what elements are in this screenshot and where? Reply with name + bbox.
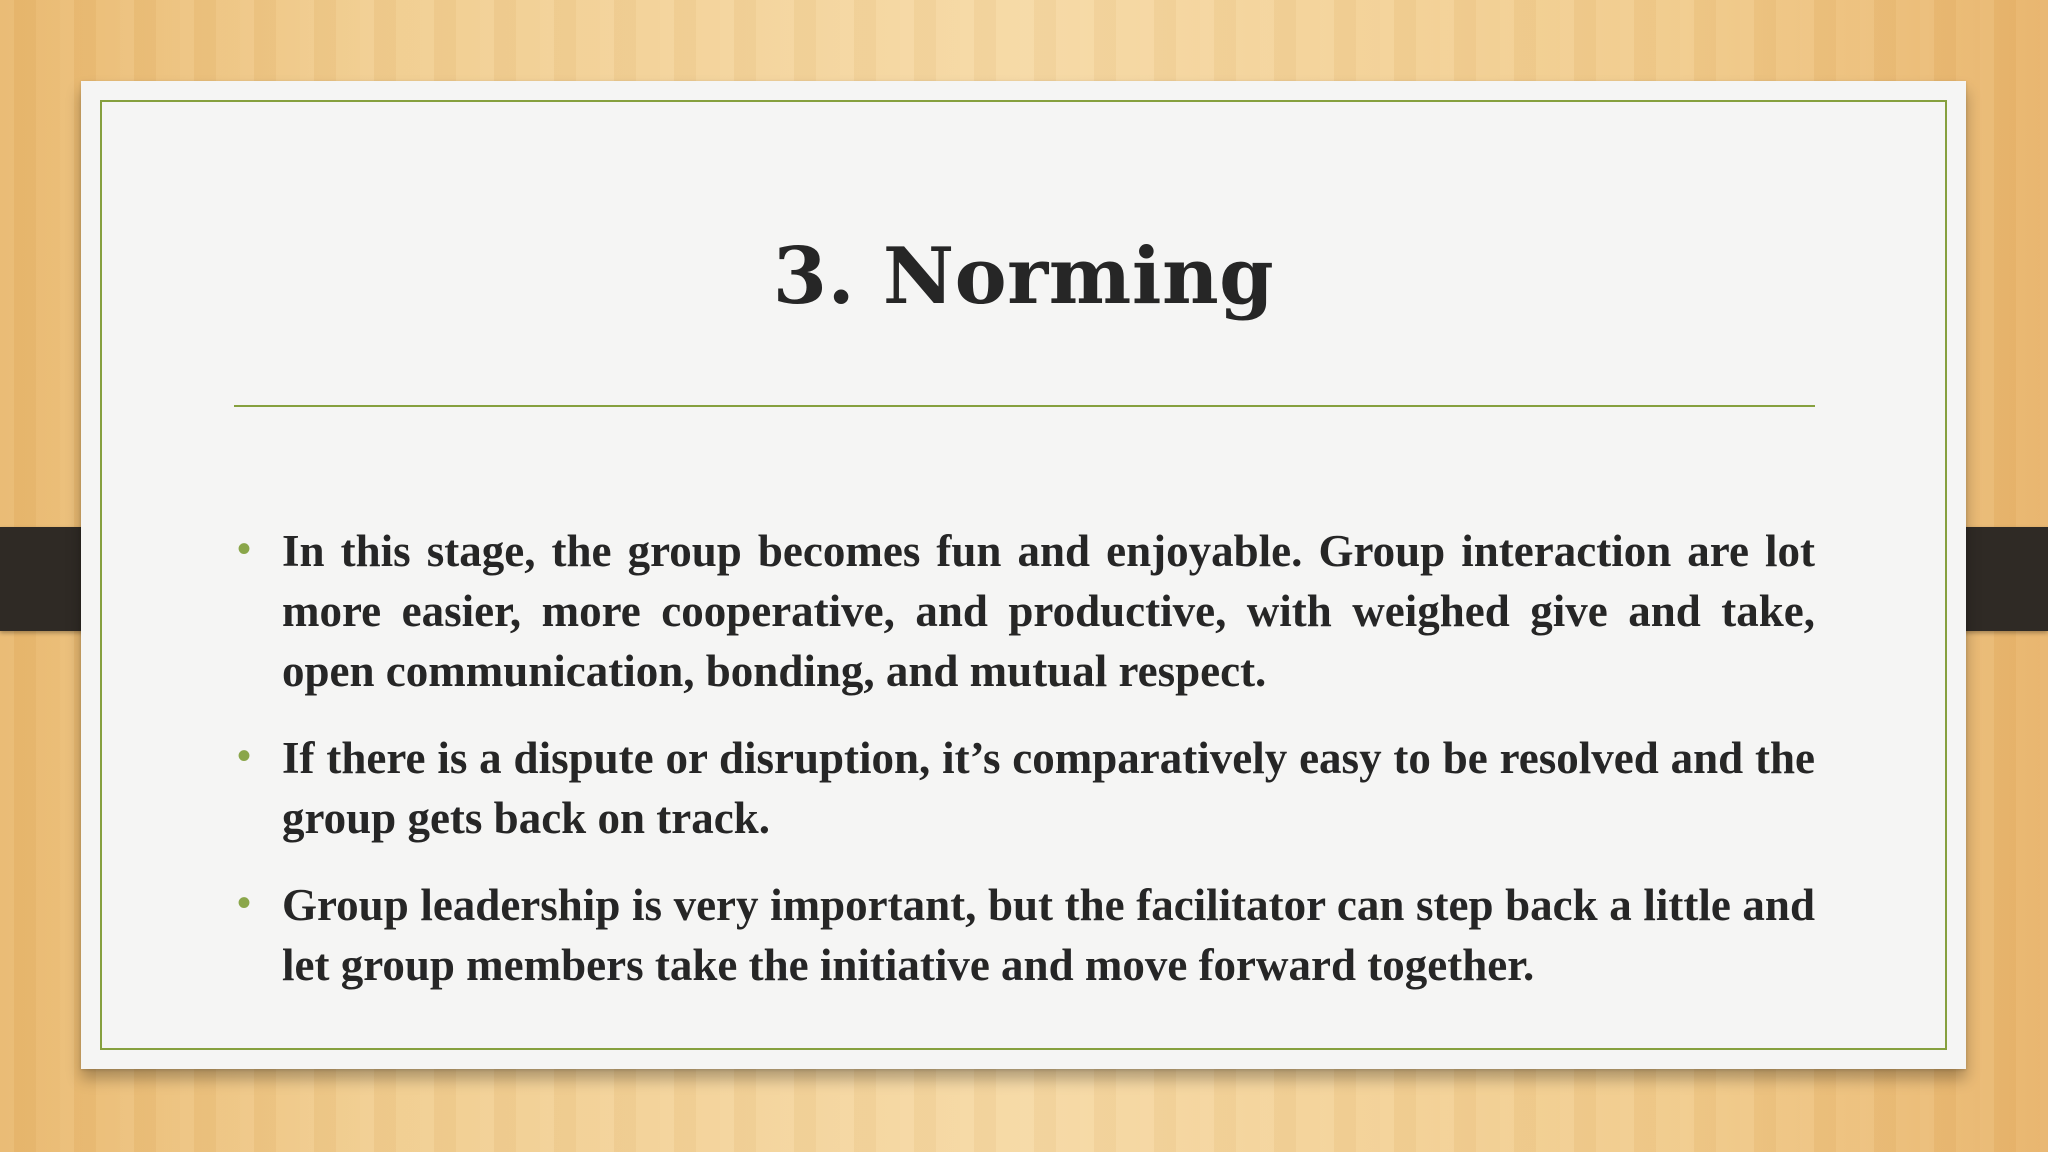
- bullet-list: [234, 521, 1815, 1022]
- slide-title: 3. Norming: [772, 231, 1275, 322]
- bullet-item: [234, 875, 1815, 995]
- bullet-text: Group leadership is very important, but the facilitator can step back a little and let group members take the initiative and move forward together.: [282, 880, 1815, 990]
- bullet-text: In this stage, the group becomes fun and enjoyable. Group interaction are lot more easier, more cooperative, and productive, with weighed give and take, open communication, bonding, and mutual respect.: [282, 526, 1815, 696]
- title-divider: [234, 405, 1815, 407]
- bullet-item: [234, 521, 1815, 701]
- bullet-dot-icon: •: [237, 734, 252, 778]
- bullet-item: [234, 728, 1815, 848]
- bullet-text: If there is a dispute or disruption, it’s comparatively easy to be resolved and the group gets back on track.: [282, 733, 1815, 843]
- bullet-dot-icon: •: [237, 527, 252, 571]
- slide-card: [81, 81, 1966, 1069]
- bullet-dot-icon: •: [237, 881, 252, 925]
